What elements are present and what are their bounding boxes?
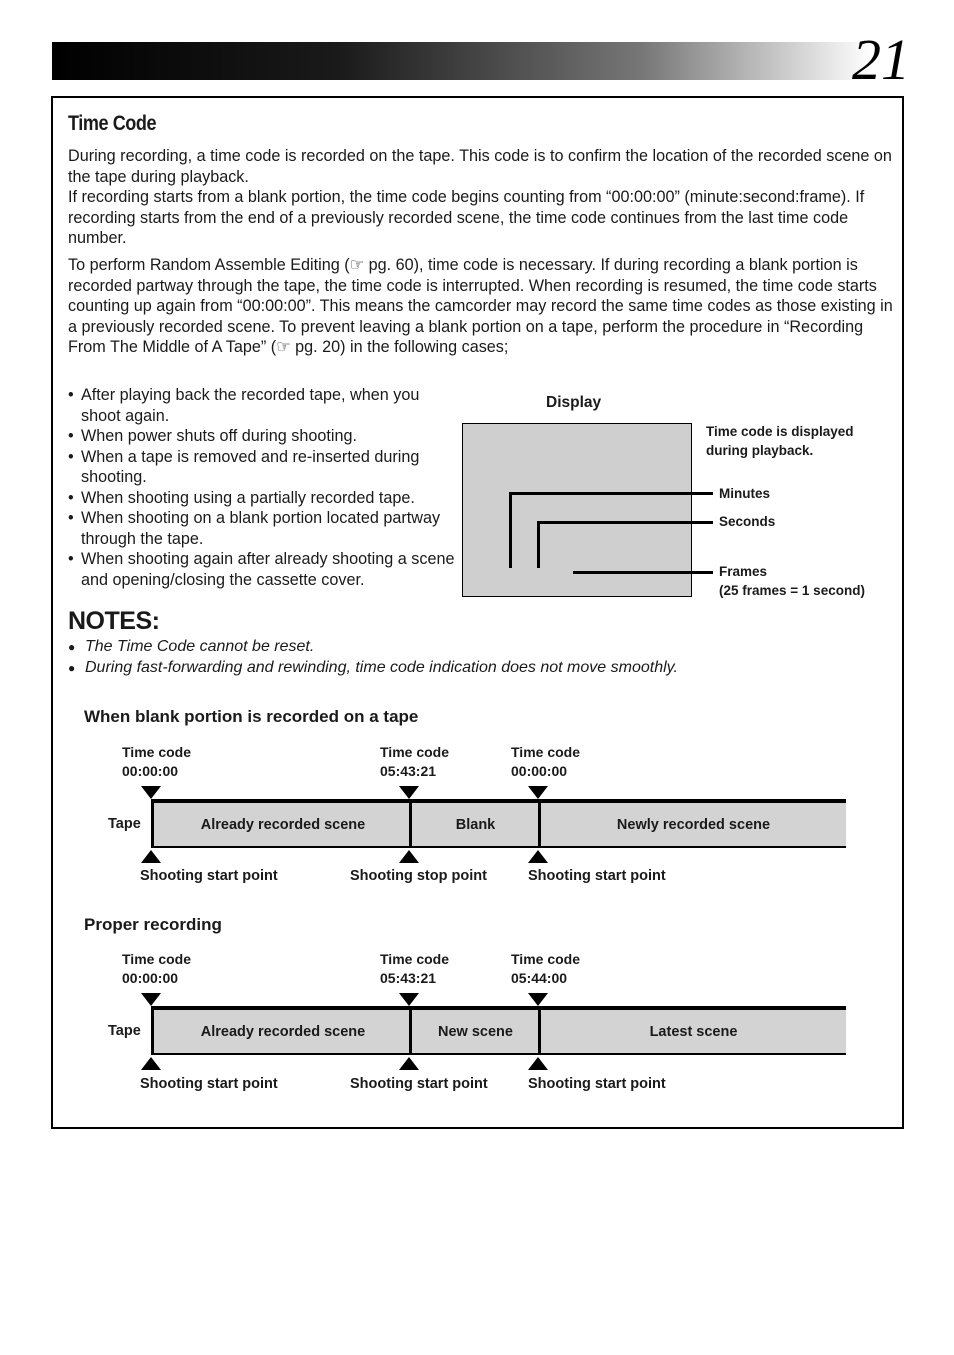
editing-paragraph: To perform Random Assemble Editing (☞ pg. 60), time code is necessary. If during recording a blank portion is recorded partway through the tape, the time code is interrupted. When recording is resumed, the time code starts counting up again from “00:00:00”. This means the camcorder may record the same time codes as those existing in a previously recorded scene. To prevent leaving a blank portion on a tape, perform the procedure in “Recording From The Middle of A Tape” (☞ pg. 20) in the following cases; (68, 256, 893, 356)
timecode-marker-down (528, 993, 548, 1006)
seconds-leader-horizontal (537, 521, 713, 524)
shooting-marker-up (141, 850, 161, 863)
timecode-label: Time code 05:43:21 (380, 951, 449, 986)
minutes-leader-horizontal (509, 492, 713, 495)
display-caption-line-1: Time code is displayed (706, 424, 854, 439)
list-item: • When a tape is removed and re-inserted during shooting. (68, 447, 420, 486)
notes-title: NOTES: (68, 607, 160, 635)
notes-list (68, 637, 678, 678)
list-item: • When shooting using a partially recorded tape. (68, 488, 415, 507)
tape-segment-label: Newly recorded scene (616, 816, 771, 833)
display-caption (706, 423, 854, 460)
shooting-marker-up (399, 850, 419, 863)
list-item: • After playing back the recorded tape, when you shoot again. (68, 386, 420, 425)
timecode-marker-down (141, 786, 161, 799)
seconds-leader-vertical (537, 521, 540, 568)
list-item: • When shooting on a blank portion located partway through the tape. (68, 509, 441, 548)
frames-leader-horizontal (573, 571, 713, 574)
display-label: Display (546, 394, 602, 411)
minutes-leader-vertical (509, 492, 512, 568)
list-item: ● The Time Code cannot be reset. (68, 638, 315, 655)
diagram-proper-heading: Proper recording (84, 915, 222, 934)
diagram-blank-heading: When blank portion is recorded on a tape (84, 707, 419, 726)
seconds-label: Seconds (719, 514, 776, 529)
timecode-marker-down (528, 786, 548, 799)
shooting-marker-up (528, 1057, 548, 1070)
shooting-point-label: Shooting start point (528, 1076, 666, 1092)
tape-label: Tape (108, 1023, 141, 1039)
list-item: • When shooting again after already shooting a scene and opening/closing the cassette cover. (68, 550, 455, 589)
list-item: • When power shuts off during shooting. (68, 427, 357, 445)
timecode-marker-down (399, 786, 419, 799)
tape-segment-label: Already recorded scene (200, 816, 366, 833)
shooting-marker-up (141, 1057, 161, 1070)
tape-segment-label: Blank (455, 816, 496, 833)
tape-segment-label: New scene (438, 1023, 513, 1040)
shooting-point-label: Shooting start point (528, 868, 666, 884)
header-gradient-bar (52, 42, 872, 80)
shooting-marker-up (399, 1057, 419, 1070)
tape-bar (151, 1006, 846, 1055)
tape-label: Tape (108, 816, 141, 832)
timecode-marker-down (399, 993, 419, 1006)
tape-segment-label: Latest scene (649, 1023, 738, 1040)
frames-label-line-1: Frames (719, 564, 768, 579)
tape-segment-label: Already recorded scene (200, 1023, 366, 1040)
timecode-marker-down (141, 993, 161, 1006)
timecode-label: Time code 00:00:00 (511, 744, 580, 779)
minutes-label: Minutes (719, 486, 771, 501)
tape-bar (151, 799, 846, 848)
display-caption-line-2: during playback. (706, 442, 814, 458)
timecode-label: Time code 05:44:00 (511, 951, 580, 986)
intro-line-1: During recording, a time code is recorded on the tape. This code is to confirm the location of the recorded scene on the tape during playback. (68, 147, 892, 186)
timecode-label: Time code 00:00:00 (122, 744, 191, 779)
shooting-marker-up (528, 850, 548, 863)
cases-list (68, 385, 458, 590)
shooting-point-label: Shooting start point (140, 868, 278, 884)
intro-line-2: If recording starts from a blank portion, the time code begins counting from “00:00:00” (minute:second:frame). If recording starts from the end of a previously recorded scene, the time code continues from the last time code number. (68, 188, 865, 247)
list-item: ● During fast-forwarding and rewinding, time code indication does not move smoothly. (68, 658, 678, 676)
timecode-label: Time code 05:43:21 (380, 744, 449, 779)
frames-label (719, 563, 865, 600)
page-number: 21 (852, 27, 910, 92)
intro-paragraph (68, 146, 893, 249)
timecode-label: Time code 00:00:00 (122, 951, 191, 986)
section-title: Time Code (68, 112, 157, 135)
shooting-point-label: Shooting start point (140, 1076, 278, 1092)
shooting-point-label: Shooting stop point (350, 868, 487, 884)
shooting-point-label: Shooting start point (350, 1076, 488, 1092)
frames-label-line-2: (25 frames = 1 second) (719, 582, 865, 598)
